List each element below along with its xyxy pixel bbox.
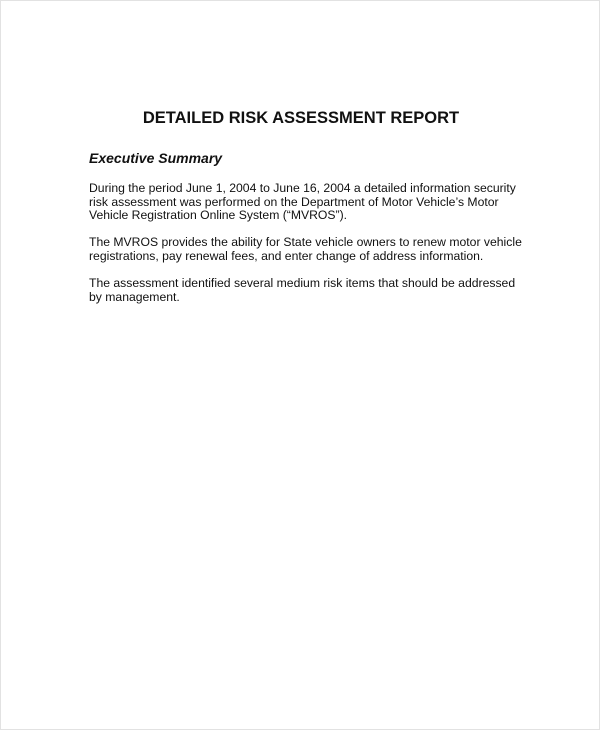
text-line: The MVROS provides the ability for State vehicle owners to renew motor vehicle [89,235,522,249]
paragraph [89,277,515,304]
text-line: During the period June 1, 2004 to June 16, 2004 a detailed information security [89,181,516,195]
text-line: risk assessment was performed on the Department of Motor Vehicle’s Motor [89,194,499,209]
section-heading: Executive Summary [89,150,223,166]
text-line: The assessment identified several medium risk items that should be addressed [89,276,516,290]
paragraph [89,236,522,263]
text-line: registrations, pay renewal fees, and enter change of address information. [89,248,484,263]
report-title: DETAILED RISK ASSESSMENT REPORT [142,109,460,127]
text-line: by management. [89,289,180,304]
paragraph [89,182,516,223]
text-line: Vehicle Registration Online System (“MVROS”). [89,208,348,223]
